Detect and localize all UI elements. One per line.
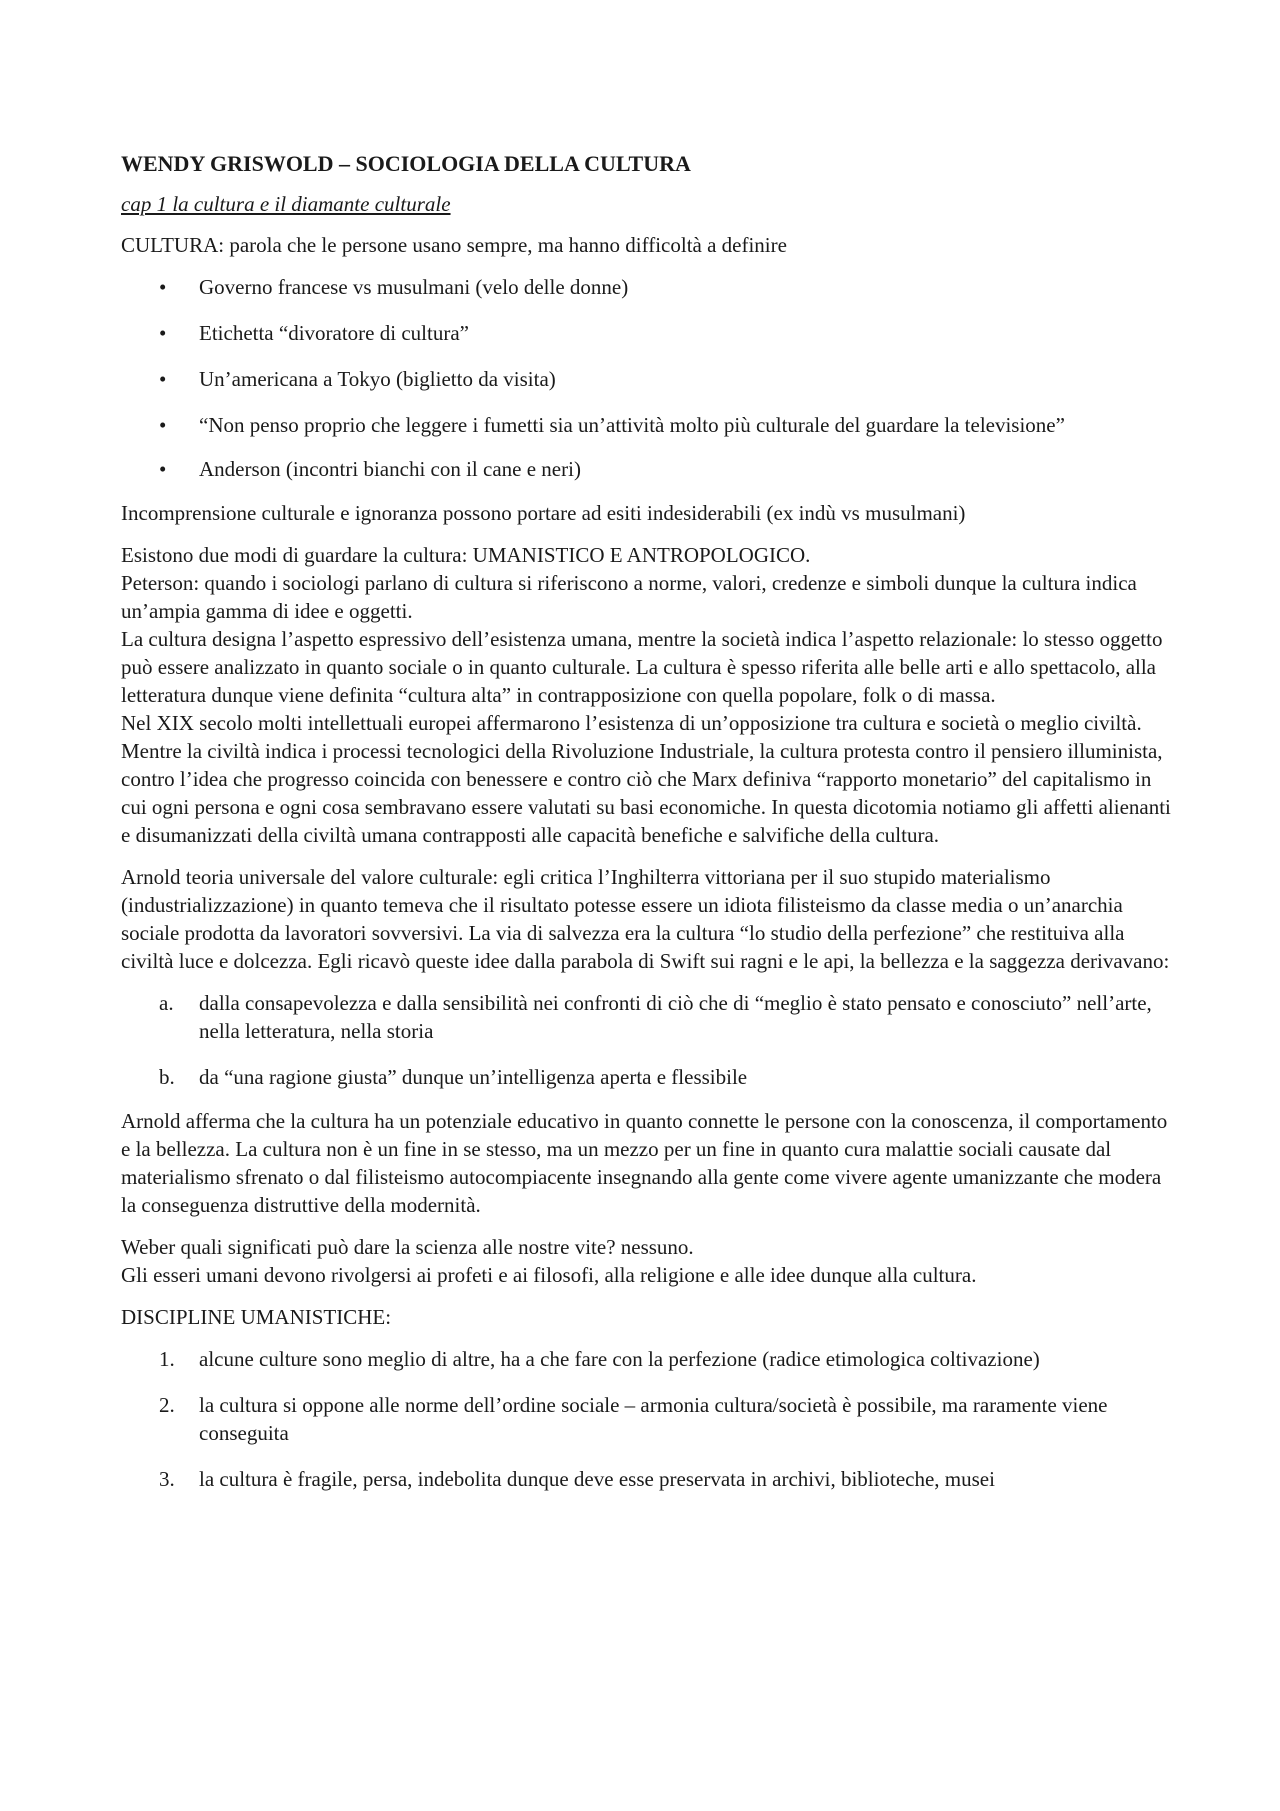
paragraph-modi: Esistono due modi di guardare la cultura: UMANISTICO E ANTROPOLOGICO. bbox=[121, 543, 811, 567]
list-item bbox=[121, 365, 1171, 393]
list-item bbox=[121, 989, 1171, 1045]
list-item-text: Governo francese vs musulmani (velo delle donne) bbox=[199, 275, 629, 299]
intro-paragraph: CULTURA: parola che le persone usano sempre, ma hanno difficoltà a definire bbox=[121, 233, 787, 257]
list-item bbox=[121, 1465, 1171, 1493]
paragraph-xix-secolo: Nel XIX secolo molti intellettuali europei affermarono l’esistenza di un’opposizione tra cultura e società o meglio civiltà. Mentre la civiltà indica i processi tecnologici della Rivoluzione Industriale, la cultura protesta contro il pensiero illuminista, contro l’idea che progresso coincida con benessere e contro ciò che Marx definiva “rapporto monetario” del capitalismo in cui ogni persona e ogni cosa sembravano essere valutati su basi economiche. In questa dicotomia notiamo gli affetti alienanti e disumanizzati della civiltà umana contrapposti alle capacità benefiche e salvifiche della cultura. bbox=[121, 711, 1171, 847]
list-item bbox=[121, 319, 1171, 347]
list-marker: b. bbox=[159, 1065, 175, 1089]
list-marker: a. bbox=[159, 991, 174, 1015]
list-item-text: da “una ragione giusta” dunque un’intelligenza aperta e flessibile bbox=[199, 1065, 748, 1089]
list-marker: 2. bbox=[159, 1393, 175, 1417]
list-item-text: dalla consapevolezza e dalla sensibilità nei confronti di ciò che di “meglio è stato pensato e conosciuto” nell’arte, nella letteratura, nella storia bbox=[199, 991, 1152, 1043]
list-item-text: la cultura si oppone alle norme dell’ordine sociale – armonia cultura/società è possibile, ma raramente viene conseguita bbox=[199, 1393, 1108, 1445]
bullet-marker: • bbox=[159, 457, 167, 481]
list-item-text: Etichetta “divoratore di cultura” bbox=[199, 321, 469, 345]
paragraph-espressivo: La cultura designa l’aspetto espressivo dell’esistenza umana, mentre la società indica l’aspetto relazionale: lo stesso oggetto può essere analizzato in quanto sociale o in quanto culturale. La cultura è spesso riferita alle belle arti e allo spettacolo, alla letteratura dunque viene definita “cultura alta” in contrapposizione con quella popolare, folk o di massa. bbox=[121, 627, 1163, 707]
list-item bbox=[121, 455, 1171, 483]
lettered-list bbox=[121, 989, 1171, 1091]
bullet-marker: • bbox=[159, 321, 167, 345]
list-item bbox=[121, 1345, 1171, 1373]
list-item bbox=[121, 273, 1171, 301]
bullet-marker: • bbox=[159, 413, 167, 437]
list-marker: 3. bbox=[159, 1467, 175, 1491]
list-item-text: Un’americana a Tokyo (biglietto da visita) bbox=[199, 367, 556, 391]
list-item bbox=[121, 1063, 1171, 1091]
list-item bbox=[121, 1391, 1171, 1447]
list-item-text: alcune culture sono meglio di altre, ha a che fare con la perfezione (radice etimologica coltivazione) bbox=[199, 1347, 1040, 1371]
bullet-marker: • bbox=[159, 367, 167, 391]
discipline-heading: DISCIPLINE UMANISTICHE: bbox=[121, 1305, 392, 1329]
list-item-text: “Non penso proprio che leggere i fumetti sia un’attività molto più culturale del guardare la televisione” bbox=[199, 413, 1065, 437]
paragraph-esseri-umani: Gli esseri umani devono rivolgersi ai profeti e ai filosofi, alla religione e alle idee dunque alla cultura. bbox=[121, 1263, 977, 1287]
list-item-text: Anderson (incontri bianchi con il cane e neri) bbox=[199, 457, 581, 481]
list-item-text: la cultura è fragile, persa, indebolita dunque deve esse preservata in archivi, biblioteche, musei bbox=[199, 1467, 995, 1491]
paragraph-weber: Weber quali significati può dare la scienza alle nostre vite? nessuno. bbox=[121, 1235, 694, 1259]
bullet-list bbox=[121, 273, 1171, 483]
bullet-marker: • bbox=[159, 275, 167, 299]
paragraph-peterson: Peterson: quando i sociologi parlano di cultura si riferiscono a norme, valori, credenze e simboli dunque la cultura indica un’ampia gamma di idee e oggetti. bbox=[121, 571, 1137, 623]
numbered-list bbox=[121, 1345, 1171, 1493]
list-marker: 1. bbox=[159, 1347, 175, 1371]
document-page bbox=[121, 150, 1171, 1509]
paragraph-arnold: Arnold teoria universale del valore culturale: egli critica l’Inghilterra vittoriana per il suo stupido materialismo (industrializzazione) in quanto temeva che il risultato potesse essere un idiota filisteismo da classe media o un’anarchia sociale prodotta da lavoratori sovversivi. La via di salvezza era la cultura “lo studio della perfezione” che restituiva alla civiltà luce e dolcezza. Egli ricavò queste idee dalla parabola di Swift sui ragni e le api, la bellezza e la saggezza derivavano: bbox=[121, 865, 1170, 973]
paragraph-incomprensione: Incomprensione culturale e ignoranza possono portare ad esiti indesiderabili (ex indù vs musulmani) bbox=[121, 501, 966, 525]
chapter-subtitle: cap 1 la cultura e il diamante culturale bbox=[121, 192, 451, 216]
document-title: WENDY GRISWOLD – SOCIOLOGIA DELLA CULTURA bbox=[121, 151, 691, 176]
list-item bbox=[121, 411, 1171, 439]
paragraph-arnold-educativo: Arnold afferma che la cultura ha un potenziale educativo in quanto connette le persone con la conoscenza, il comportamento e la bellezza. La cultura non è un fine in se stesso, ma un mezzo per un fine in quanto cura malattie sociali causate dal materialismo sfrenato o dal filisteismo autocompiacente insegnando alla gente come vivere agente umanizzante che modera la conseguenza distruttive della modernità. bbox=[121, 1109, 1168, 1217]
